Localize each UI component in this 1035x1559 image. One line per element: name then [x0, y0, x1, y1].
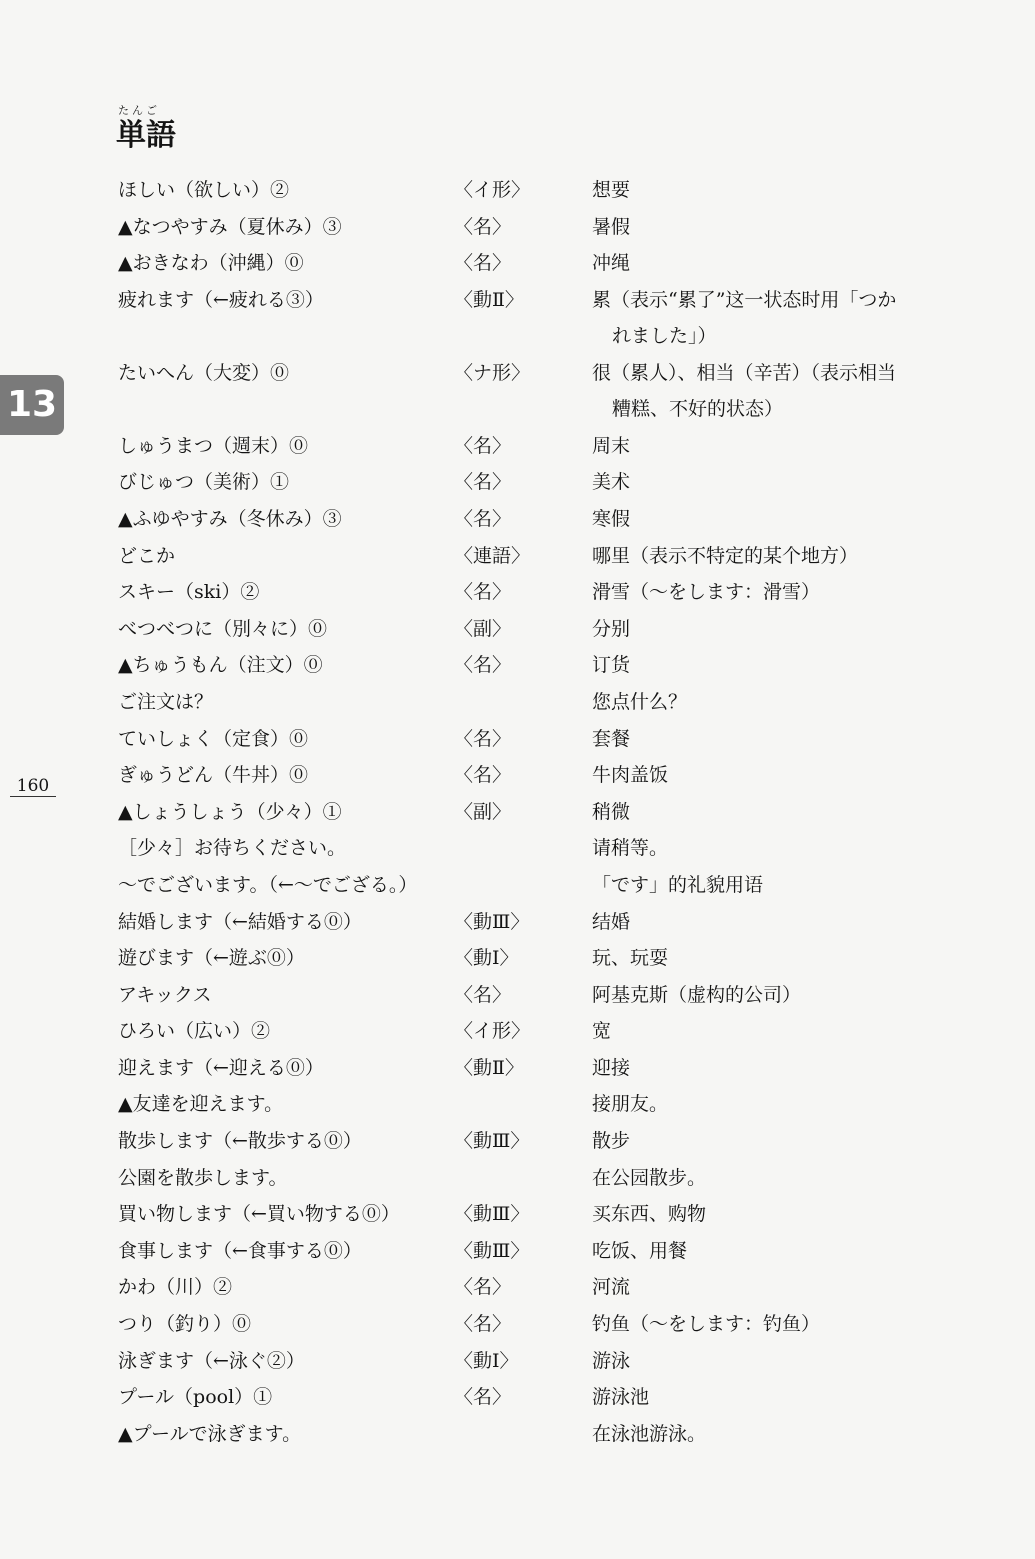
vocab-meaning-line: 钓鱼（～をします：钓鱼） — [592, 1313, 821, 1336]
vocab-meaning — [592, 904, 962, 940]
vocab-entry — [118, 1160, 978, 1197]
vocab-meaning — [592, 867, 962, 903]
page-number: 160 — [10, 776, 56, 797]
vocab-entry — [118, 172, 978, 209]
vocab-meaning — [592, 611, 962, 647]
vocab-meaning — [592, 684, 962, 720]
vocab-part-of-speech: 〈副〉 — [454, 800, 512, 823]
vocab-word: しゅうまつ（週末）⓪ — [118, 434, 309, 457]
vocab-entry — [118, 1379, 978, 1416]
vocab-word: ▲プールで泳ぎます。 — [118, 1422, 302, 1445]
heading-reading: たんご — [118, 104, 160, 117]
vocab-entry — [118, 1343, 978, 1380]
vocab-meaning-line: 想要 — [592, 179, 631, 201]
vocab-meaning-line: 冲绳 — [592, 252, 631, 275]
vocab-meaning-line: 游泳 — [592, 1349, 631, 1372]
vocab-meaning — [592, 538, 962, 574]
vocab-entry — [118, 1306, 978, 1343]
vocab-part-of-speech: 〈名〉 — [454, 727, 512, 750]
vocab-entry — [118, 940, 978, 977]
vocab-meaning — [592, 1416, 962, 1452]
vocab-part-of-speech: 〈名〉 — [454, 581, 512, 604]
vocab-meaning-line: 宽 — [592, 1020, 612, 1043]
vocab-meaning-line: 「です」的礼貌用语 — [592, 873, 764, 896]
vocab-part-of-speech: 〈イ形〉 — [454, 179, 531, 201]
chapter-tab: 13 — [0, 375, 64, 435]
vocab-entry — [118, 538, 978, 575]
vocab-part-of-speech: 〈イ形〉 — [454, 1020, 531, 1043]
vocab-word: ～でございます。（←～でござる。） — [118, 873, 418, 896]
vocab-meaning-line: 寒假 — [592, 507, 631, 530]
vocab-meaning-line: 您点什么？ — [592, 690, 688, 713]
vocab-meaning-line: 迎接 — [592, 1056, 631, 1079]
vocab-part-of-speech: 〈名〉 — [454, 1313, 512, 1336]
vocab-meaning — [592, 721, 962, 757]
vocab-meaning — [592, 1123, 962, 1159]
vocab-part-of-speech: 〈名〉 — [454, 1386, 512, 1409]
vocab-meaning-line: 游泳池 — [592, 1386, 650, 1409]
vocab-word: ぎゅうどん（牛丼）⓪ — [118, 764, 309, 787]
vocab-meaning-line: 在公园散步。 — [592, 1166, 707, 1189]
vocab-word: ご注文は？ — [118, 690, 214, 713]
vocab-word: びじゅつ（美術）① — [118, 471, 290, 494]
vocab-meaning-line: 结婚 — [592, 910, 631, 933]
vocab-meaning-line: 套餐 — [592, 727, 631, 750]
vocab-word: 散歩します（←散歩する⓪） — [118, 1130, 362, 1153]
vocab-meaning — [592, 209, 962, 245]
vocab-part-of-speech: 〈動Ⅲ〉 — [454, 1203, 530, 1226]
vocab-meaning — [592, 428, 962, 464]
vocab-entry — [118, 794, 978, 831]
vocab-entry — [118, 684, 978, 721]
vocab-meaning — [592, 940, 962, 976]
vocab-part-of-speech: 〈動Ⅰ〉 — [454, 947, 519, 970]
vocab-word: 遊びます（←遊ぶ⓪） — [118, 947, 305, 970]
vocab-part-of-speech: 〈名〉 — [454, 215, 512, 238]
vocab-entry — [118, 501, 978, 538]
vocab-meaning — [592, 1306, 962, 1342]
vocab-word: べつべつに（別々に）⓪ — [118, 617, 328, 640]
vocab-meaning — [592, 1233, 962, 1269]
vocab-meaning-line: 滑雪（～をします：滑雪） — [592, 581, 821, 604]
vocab-part-of-speech: 〈動Ⅲ〉 — [454, 1239, 530, 1262]
vocab-entry — [118, 1086, 978, 1123]
vocab-word: ひろい（広い）② — [118, 1020, 271, 1043]
vocab-part-of-speech: 〈名〉 — [454, 434, 512, 457]
vocab-word: 疲れます（←疲れる③） — [118, 288, 324, 311]
vocab-word: 結婚します（←結婚する⓪） — [118, 910, 362, 933]
vocab-entry — [118, 1013, 978, 1050]
vocab-meaning-line: 暑假 — [592, 215, 631, 238]
vocab-meaning-line: 牛肉盖饭 — [592, 764, 669, 787]
vocab-meaning-line: 周末 — [592, 434, 631, 457]
vocab-word: どこか — [118, 544, 176, 567]
vocab-part-of-speech: 〈名〉 — [454, 764, 512, 787]
vocab-word: プール（pool）① — [118, 1386, 273, 1409]
vocab-meaning — [592, 757, 962, 793]
vocab-word: ［少々］お待ちください。 — [118, 837, 347, 860]
section-heading — [116, 104, 176, 154]
vocab-entry — [118, 282, 978, 355]
vocab-word: 買い物します（←買い物する⓪） — [118, 1203, 400, 1226]
vocab-entry — [118, 904, 978, 941]
vocab-meaning — [592, 1160, 962, 1196]
vocab-word: かわ（川）② — [118, 1276, 233, 1299]
vocab-meaning — [592, 245, 962, 281]
vocab-part-of-speech: 〈名〉 — [454, 471, 512, 494]
vocab-meaning-line: 散步 — [592, 1130, 631, 1153]
vocab-entry — [118, 757, 978, 794]
vocab-entry — [118, 977, 978, 1014]
vocab-entry — [118, 428, 978, 465]
vocab-entry — [118, 1123, 978, 1160]
vocab-meaning — [592, 647, 962, 683]
vocab-word: ▲ちゅうもん（注文）⓪ — [118, 654, 323, 677]
vocab-meaning-line: 买东西、购物 — [592, 1203, 707, 1226]
vocab-word: 迎えます（←迎える⓪） — [118, 1056, 324, 1079]
vocab-meaning — [592, 1343, 962, 1379]
vocab-part-of-speech: 〈ナ形〉 — [454, 361, 531, 384]
vocab-word: 泳ぎます（←泳ぐ②） — [118, 1349, 305, 1372]
vocab-entry — [118, 1416, 978, 1453]
vocab-meaning-continuation: 糟糕、不好的状态） — [612, 397, 784, 420]
vocab-meaning — [592, 1269, 962, 1305]
vocab-word: ▲友達を迎えます。 — [118, 1093, 284, 1116]
vocab-part-of-speech: 〈動Ⅰ〉 — [454, 1349, 519, 1372]
vocab-entry — [118, 209, 978, 246]
vocab-entry — [118, 245, 978, 282]
vocab-meaning — [592, 501, 962, 537]
vocab-meaning-continuation: れました」） — [612, 324, 717, 347]
vocab-meaning-line: 累（表示“累了”这一状态时用「つか — [592, 288, 897, 311]
vocab-part-of-speech: 〈動Ⅲ〉 — [454, 910, 530, 933]
vocab-meaning — [592, 1013, 962, 1049]
vocab-word: 食事します（←食事する⓪） — [118, 1239, 362, 1262]
vocab-meaning-line: 订货 — [592, 654, 631, 677]
heading-title: 単語 — [116, 118, 176, 153]
vocab-part-of-speech: 〈名〉 — [454, 983, 512, 1006]
vocab-meaning-line: 请稍等。 — [592, 837, 669, 860]
vocab-meaning-line: 阿基克斯（虚构的公司） — [592, 983, 802, 1006]
vocabulary-list — [118, 172, 978, 1452]
vocab-entry — [118, 647, 978, 684]
vocab-entry — [118, 1050, 978, 1087]
vocab-part-of-speech: 〈副〉 — [454, 617, 512, 640]
vocab-part-of-speech: 〈名〉 — [454, 654, 512, 677]
vocab-meaning-line: 在泳池游泳。 — [592, 1422, 707, 1445]
vocab-meaning — [592, 464, 962, 500]
vocab-meaning-line: 美术 — [592, 471, 631, 494]
vocab-meaning — [592, 1196, 962, 1232]
vocab-word: 公園を散歩します。 — [118, 1166, 288, 1189]
vocab-meaning-line: 很（累人）、相当（辛苦）（表示相当 — [592, 361, 897, 384]
vocab-meaning — [592, 977, 962, 1013]
vocab-entry — [118, 830, 978, 867]
vocab-meaning-line: 分别 — [592, 617, 631, 640]
vocab-word: たいへん（大変）⓪ — [118, 361, 290, 384]
vocab-part-of-speech: 〈名〉 — [454, 1276, 512, 1299]
vocab-part-of-speech: 〈動Ⅲ〉 — [454, 1130, 530, 1153]
vocab-entry — [118, 1233, 978, 1270]
vocab-entry — [118, 611, 978, 648]
vocab-word: ▲なつやすみ（夏休み）③ — [118, 215, 342, 238]
vocab-meaning — [592, 1379, 962, 1415]
vocab-word: ▲ふゆやすみ（冬休み）③ — [118, 507, 342, 530]
vocab-entry — [118, 1269, 978, 1306]
vocab-part-of-speech: 〈名〉 — [454, 252, 512, 275]
vocab-word: ▲しょうしょう（少々）① — [118, 800, 342, 823]
vocab-meaning — [592, 1050, 962, 1086]
vocab-entry — [118, 721, 978, 758]
vocab-meaning — [592, 282, 962, 354]
vocab-meaning-line: 稍微 — [592, 800, 631, 823]
vocab-entry — [118, 574, 978, 611]
vocab-entry — [118, 867, 978, 904]
vocab-meaning-line: 河流 — [592, 1276, 631, 1299]
vocab-word: ほしい（欲しい）② — [118, 179, 290, 201]
vocab-word: スキー（ski）② — [118, 581, 260, 604]
vocab-meaning-line: 玩、玩耍 — [592, 947, 669, 970]
vocab-meaning — [592, 172, 962, 208]
vocab-word: アキックス — [118, 983, 212, 1006]
vocab-entry — [118, 1196, 978, 1233]
vocab-part-of-speech: 〈名〉 — [454, 507, 512, 530]
vocab-meaning-line: 接朋友。 — [592, 1093, 669, 1116]
vocab-word: ていしょく（定食）⓪ — [118, 727, 309, 750]
vocab-entry — [118, 355, 978, 428]
vocab-meaning — [592, 794, 962, 830]
vocab-part-of-speech: 〈動Ⅱ〉 — [454, 288, 524, 311]
vocab-part-of-speech: 〈連語〉 — [454, 544, 531, 567]
vocab-meaning-line: 吃饭、用餐 — [592, 1239, 688, 1262]
vocab-word: ▲おきなわ（沖縄）⓪ — [118, 252, 304, 275]
vocab-meaning — [592, 574, 962, 610]
vocab-word: つり（釣り）⓪ — [118, 1313, 252, 1336]
vocab-meaning — [592, 1086, 962, 1122]
vocab-meaning — [592, 355, 962, 427]
vocab-meaning-line: 哪里（表示不特定的某个地方） — [592, 544, 859, 567]
vocab-meaning — [592, 830, 962, 866]
vocab-part-of-speech: 〈動Ⅱ〉 — [454, 1056, 524, 1079]
vocab-entry — [118, 464, 978, 501]
